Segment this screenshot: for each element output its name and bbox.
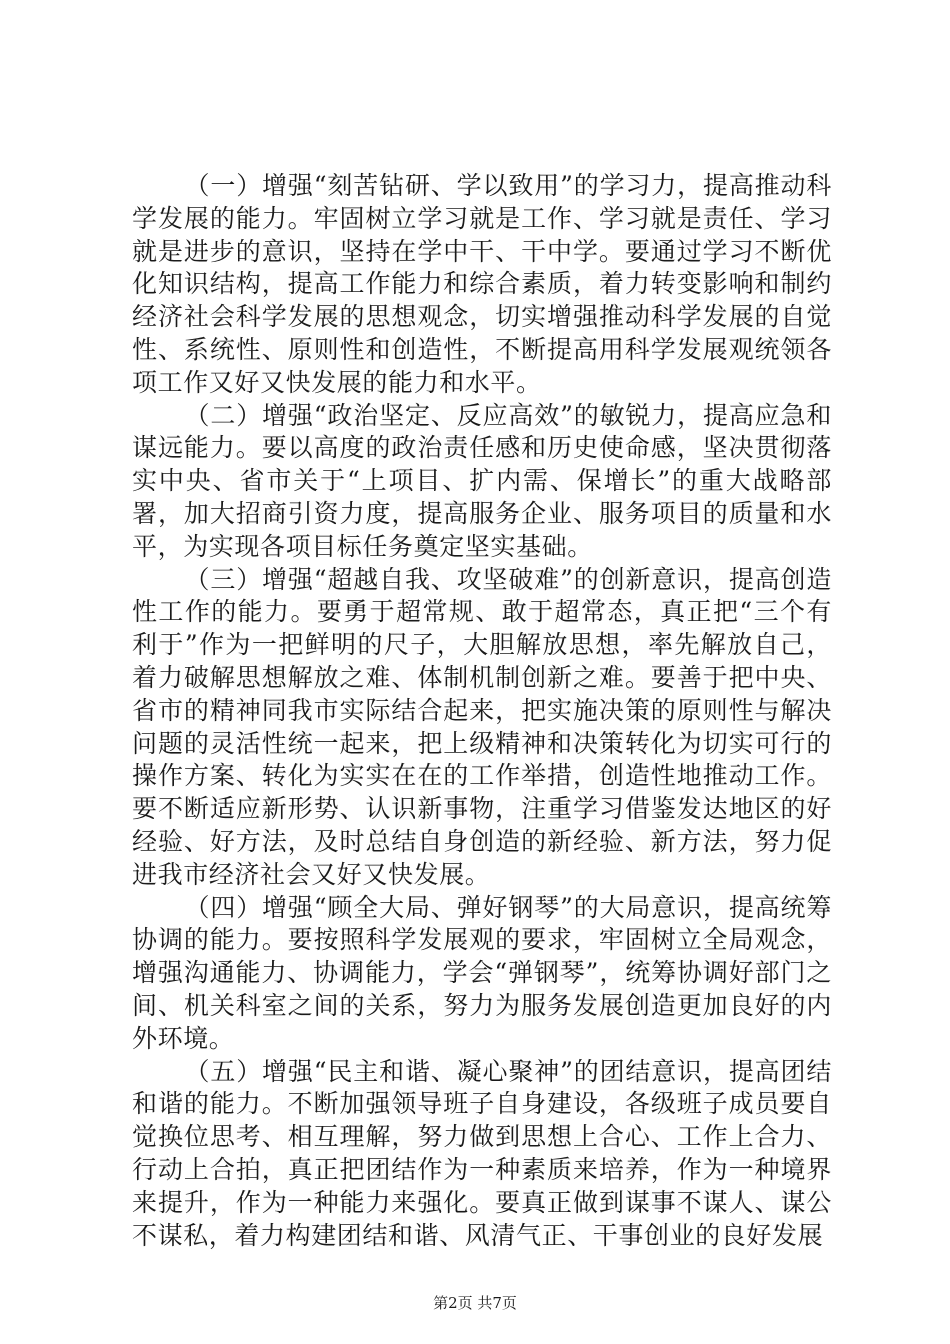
document-body	[132, 170, 832, 1252]
paragraph-1: （一）增强“刻苦钻研、学以致用”的学习力，提高推动科学发展的能力。牢固树立学习就是工作、学习就是责任、学习就是进步的意识，坚持在学中干、干中学。要通过学习不断优化知识结构，提高工作能力和综合素质，着力转变影响和制约经济社会科学发展的思想观念，切实增强推动科学发展的自觉性、系统性、原则性和创造性，不断提高用科学发展观统领各项工作又好又快发展的能力和水平。	[132, 171, 832, 397]
paragraph-4: （四）增强“顾全大局、弹好钢琴”的大局意识，提高统筹协调的能力。要按照科学发展观的要求，牢固树立全局观念，增强沟通能力、协调能力，学会“弹钢琴”，统筹协调好部门之间、机关科室之间的关系，努力为服务发展创造更加良好的内外环境。	[132, 892, 832, 1053]
page-number-footer: 第2页 共7页	[433, 1294, 517, 1312]
paragraph-3: （三）增强“超越自我、攻坚破难”的创新意识，提高创造性工作的能力。要勇于超常规、敢于超常态，真正把“三个有利于”作为一把鲜明的尺子，大胆解放思想，率先解放自己，着力破解思想解放之难、体制机制创新之难。要善于把中央、省市的精神同我市实际结合起来，把实施决策的原则性与解决问题的灵活性统一起来，把上级精神和决策转化为切实可行的操作方案、转化为实实在在的工作举措，创造性地推动工作。要不断适应新形势、认识新事物，注重学习借鉴发达地区的好经验、好方法，及时总结自身创造的新经验、新方法，努力促进我市经济社会又好又快发展。	[132, 564, 832, 889]
paragraph-5: （五）增强“民主和谐、凝心聚神”的团结意识，提高团结和谐的能力。不断加强领导班子自身建设，各级班子成员要自觉换位思考、相互理解，努力做到思想上合心、工作上合力、行动上合拍，真正把团结作为一种素质来培养，作为一种境界来提升，作为一种能力来强化。要真正做到谋事不谋人、谋公不谋私，着力构建团结和谐、风清气正、干事创业的良好发展	[132, 1056, 832, 1250]
paragraph-2: （二）增强“政治坚定、反应高效”的敏锐力，提高应急和谋远能力。要以高度的政治责任感和历史使命感，坚决贯彻落实中央、省市关于“上项目、扩内需、保增长”的重大战略部署，加大招商引资力度，提高服务企业、服务项目的质量和水平，为实现各项目标任务奠定坚实基础。	[132, 400, 832, 561]
